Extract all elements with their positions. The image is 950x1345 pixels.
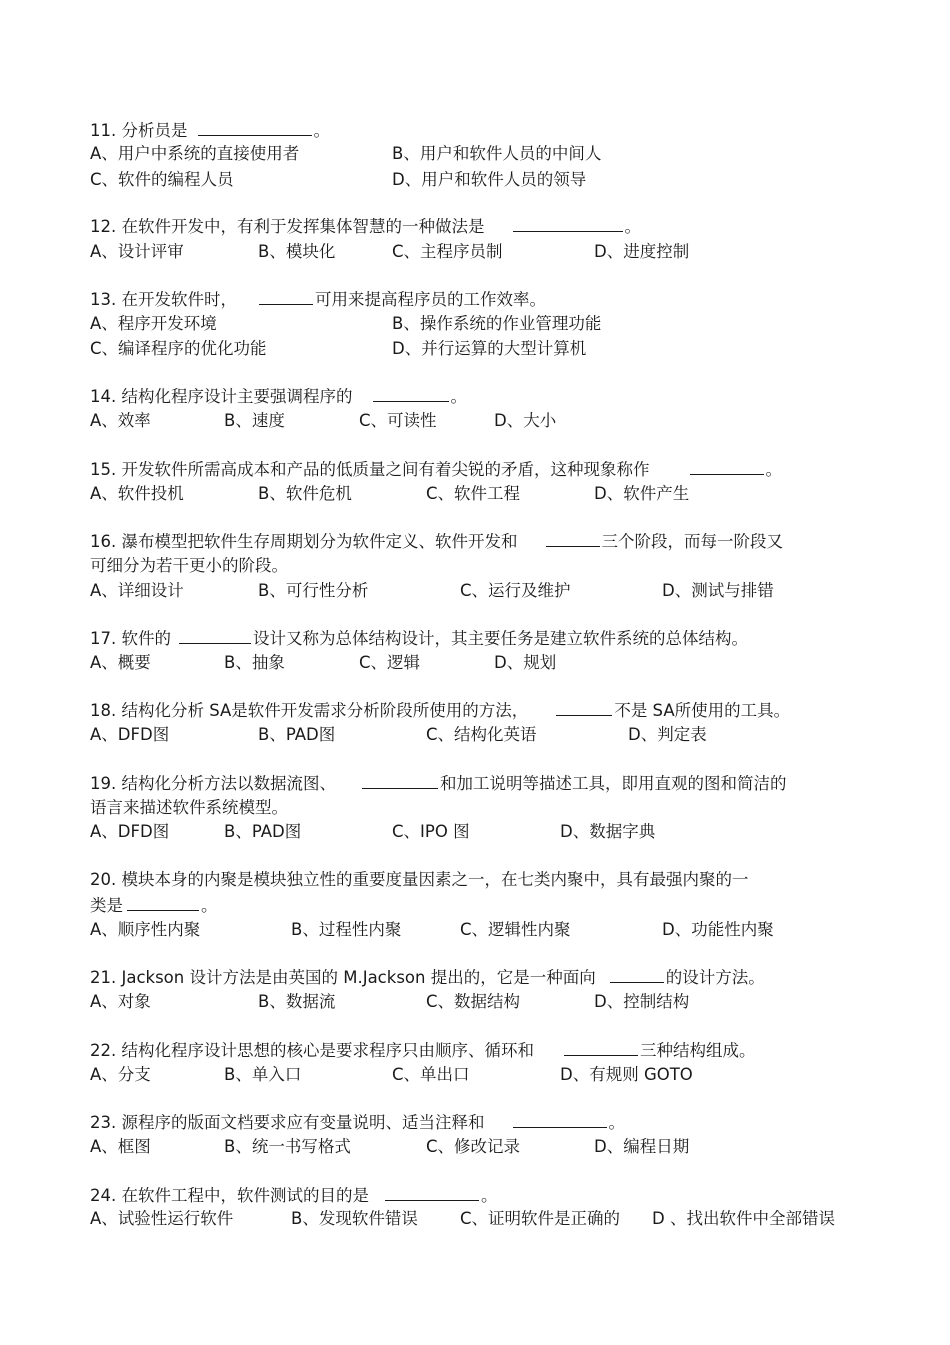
answer-blank xyxy=(546,529,600,547)
option-c: C、编译程序的优化功能 xyxy=(90,339,267,358)
question-text: 设计又称为总体结构设计，其主要任务是建立软件系统的总体结构。 xyxy=(253,629,748,648)
question-text: 不是 SA所使用的工具。 xyxy=(614,701,791,720)
option-b: B、PAD图 xyxy=(224,822,302,841)
option-d: D、有规则 GOTO xyxy=(560,1065,693,1084)
option-a: A、设计评审 xyxy=(90,242,184,261)
answer-blank xyxy=(385,1183,479,1201)
option-b: B、模块化 xyxy=(258,242,336,261)
answer-blank xyxy=(373,384,449,402)
option-d: D、软件产生 xyxy=(594,484,690,503)
question-17-stem xyxy=(90,626,748,650)
answer-blank xyxy=(198,118,312,136)
option-d: D、数据字典 xyxy=(560,822,656,841)
question-11-stem xyxy=(90,118,330,142)
answer-blank xyxy=(179,626,251,644)
option-b: B、过程性内聚 xyxy=(291,920,402,939)
question-text: 可用来提高程序员的工作效率。 xyxy=(315,290,546,309)
answer-blank xyxy=(690,457,764,475)
answer-blank xyxy=(564,1038,638,1056)
option-b: B、用户和软件人员的中间人 xyxy=(392,144,602,163)
option-d: D、控制结构 xyxy=(594,992,690,1011)
question-text: 16. 瀑布模型把软件生存周期划分为软件定义、软件开发和 xyxy=(90,532,518,551)
option-d: D、规划 xyxy=(494,653,557,672)
option-a: A、试验性运行软件 xyxy=(90,1209,234,1228)
question-text: 。 xyxy=(313,121,330,140)
question-text: 20. 模块本身的内聚是模块独立性的重要度量因素之一，在七类内聚中，具有最强内聚的一 xyxy=(90,870,749,889)
question-text: 。 xyxy=(624,217,641,236)
question-19-stem xyxy=(90,771,787,795)
question-text: 12. 在软件开发中，有利于发挥集体智慧的一种做法是 xyxy=(90,217,485,236)
option-c: C、IPO 图 xyxy=(392,822,470,841)
question-text: 。 xyxy=(201,896,218,915)
option-a: A、详细设计 xyxy=(90,581,184,600)
option-b: B、统一书写格式 xyxy=(224,1137,351,1156)
question-text: 17. 软件的 xyxy=(90,629,171,648)
option-c: C、数据结构 xyxy=(426,992,521,1011)
question-15-stem xyxy=(90,457,782,481)
option-d: D、编程日期 xyxy=(594,1137,690,1156)
option-a: A、概要 xyxy=(90,653,151,672)
question-text: 类是 xyxy=(90,896,123,915)
question-text: 24. 在软件工程中，软件测试的目的是 xyxy=(90,1186,369,1205)
question-16-stem-cont xyxy=(90,554,288,578)
option-b: B、可行性分析 xyxy=(258,581,369,600)
option-c: C、单出口 xyxy=(392,1065,470,1084)
answer-blank xyxy=(513,1110,607,1128)
question-text: 三种结构组成。 xyxy=(640,1041,756,1060)
option-b: B、抽象 xyxy=(224,653,285,672)
answer-blank xyxy=(259,287,313,305)
question-text: 。 xyxy=(608,1113,625,1132)
answer-blank xyxy=(556,698,612,716)
question-text: 21. Jackson 设计方法是由英国的 M.Jackson 提出的，它是一种面向 xyxy=(90,968,596,987)
option-a: A、用户中系统的直接使用者 xyxy=(90,144,300,163)
question-text: 。 xyxy=(481,1186,498,1205)
question-text: 语言来描述软件系统模型。 xyxy=(90,798,288,817)
option-a: A、对象 xyxy=(90,992,151,1011)
question-text: 可细分为若干更小的阶段。 xyxy=(90,556,288,575)
question-text: 23. 源程序的版面文档要求应有变量说明、适当注释和 xyxy=(90,1113,485,1132)
option-c: C、结构化英语 xyxy=(426,725,537,744)
option-a: A、顺序性内聚 xyxy=(90,920,201,939)
option-a: A、程序开发环境 xyxy=(90,314,217,333)
question-text: 18. 结构化分析 SA是软件开发需求分析阶段所使用的方法， xyxy=(90,701,529,720)
option-d: D、判定表 xyxy=(628,725,707,744)
option-c: C、修改记录 xyxy=(426,1137,521,1156)
option-b: B、软件危机 xyxy=(258,484,352,503)
question-text: 和加工说明等描述工具，即用直观的图和简洁的 xyxy=(440,774,787,793)
question-text: 。 xyxy=(765,460,782,479)
option-d: D、大小 xyxy=(494,411,557,430)
option-d: D、功能性内聚 xyxy=(662,920,774,939)
question-13-stem xyxy=(90,287,546,311)
question-text: 19. 结构化分析方法以数据流图、 xyxy=(90,774,336,793)
question-19-stem-cont xyxy=(90,796,288,820)
answer-blank xyxy=(362,771,438,789)
answer-blank xyxy=(513,214,623,232)
option-b: B、速度 xyxy=(224,411,285,430)
question-20-stem xyxy=(90,868,749,892)
option-c: C、软件工程 xyxy=(426,484,521,503)
option-a: A、软件投机 xyxy=(90,484,184,503)
option-b: B、发现软件错误 xyxy=(291,1209,418,1228)
question-21-stem xyxy=(90,965,765,989)
question-16-stem xyxy=(90,529,783,553)
option-a: A、框图 xyxy=(90,1137,151,1156)
question-22-stem xyxy=(90,1038,756,1062)
option-c: C、可读性 xyxy=(359,411,437,430)
question-text: 。 xyxy=(450,387,467,406)
option-c: C、主程序员制 xyxy=(392,242,503,261)
option-c: C、运行及维护 xyxy=(460,581,571,600)
question-20-stem-cont xyxy=(90,893,218,917)
option-a: A、效率 xyxy=(90,411,151,430)
question-18-stem xyxy=(90,698,790,722)
option-a: A、DFD图 xyxy=(90,725,170,744)
question-23-stem xyxy=(90,1110,625,1134)
question-14-stem xyxy=(90,384,467,408)
question-text: 14. 结构化程序设计主要强调程序的 xyxy=(90,387,353,406)
option-d: D、用户和软件人员的领导 xyxy=(392,170,587,189)
question-12-stem xyxy=(90,214,641,238)
question-text: 22. 结构化程序设计思想的核心是要求程序只由顺序、循环和 xyxy=(90,1041,534,1060)
option-a: A、DFD图 xyxy=(90,822,170,841)
option-a: A、分支 xyxy=(90,1065,151,1084)
answer-blank xyxy=(610,965,664,983)
option-b: B、数据流 xyxy=(258,992,336,1011)
answer-blank xyxy=(127,893,199,911)
option-c: C、软件的编程人员 xyxy=(90,170,234,189)
question-text: 三个阶段，而每一阶段又 xyxy=(601,532,783,551)
option-d: D 、找出软件中全部错误 xyxy=(652,1209,835,1228)
option-b: B、操作系统的作业管理功能 xyxy=(392,314,602,333)
option-d: D、进度控制 xyxy=(594,242,690,261)
option-b: B、PAD图 xyxy=(258,725,336,744)
question-24-stem xyxy=(90,1183,498,1207)
option-b: B、单入口 xyxy=(224,1065,302,1084)
option-d: D、并行运算的大型计算机 xyxy=(392,339,587,358)
question-text: 13. 在开发软件时， xyxy=(90,290,237,309)
option-c: C、逻辑 xyxy=(359,653,421,672)
option-d: D、测试与排错 xyxy=(662,581,774,600)
question-text: 15. 开发软件所需高成本和产品的低质量之间有着尖锐的矛盾，这种现象称作 xyxy=(90,460,650,479)
option-c: C、证明软件是正确的 xyxy=(460,1209,621,1228)
question-text: 的设计方法。 xyxy=(665,968,765,987)
option-c: C、逻辑性内聚 xyxy=(460,920,571,939)
question-text: 11. 分析员是 xyxy=(90,121,188,140)
